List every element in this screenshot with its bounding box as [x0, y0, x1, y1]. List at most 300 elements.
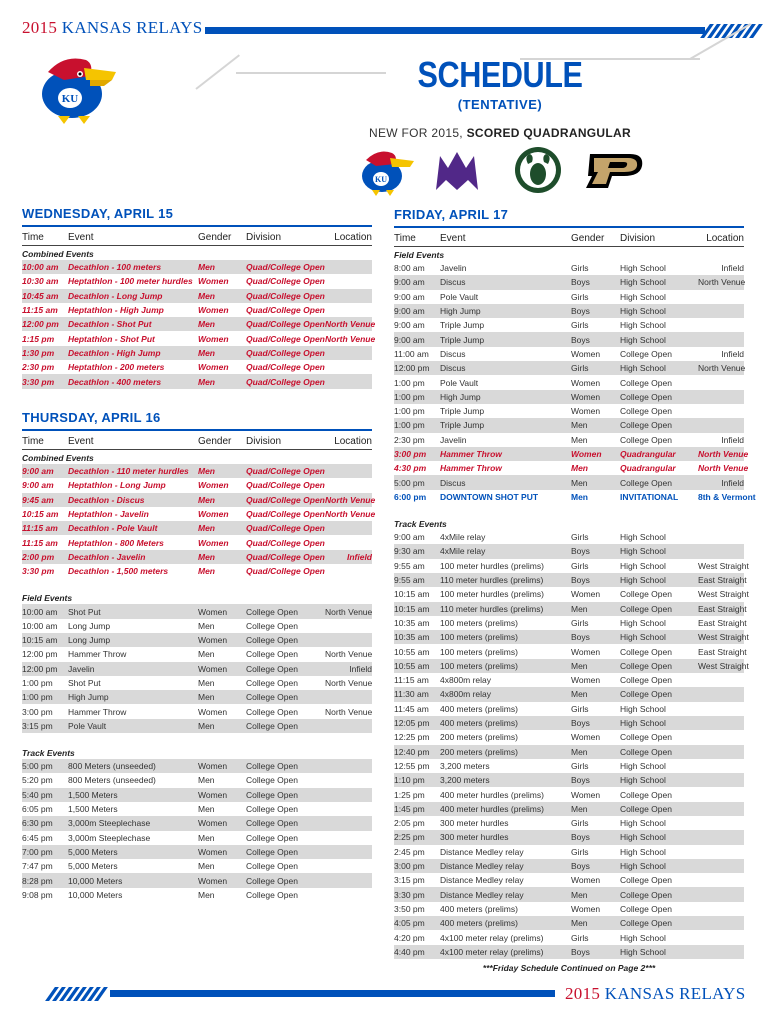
- cell-division: College Open: [620, 789, 672, 800]
- cell-division: College Open: [246, 775, 298, 786]
- schedule-row: [22, 845, 372, 859]
- cell-event: 200 meters (prelims): [440, 746, 518, 757]
- cell-time: 9:55 am: [394, 575, 425, 586]
- cell-division: Quadrangular: [620, 449, 676, 459]
- schedule-row: [394, 375, 744, 389]
- cell-event: 3,200 meters: [440, 760, 490, 771]
- decorative-line: [195, 54, 240, 89]
- cell-gender: Women: [571, 589, 601, 600]
- schedule-row: [22, 619, 372, 633]
- cell-division: Quad/College Open: [246, 362, 325, 373]
- svg-text:KU: KU: [375, 175, 387, 184]
- cell-gender: Men: [198, 494, 215, 505]
- cell-gender: Boys: [571, 306, 590, 317]
- cell-time: 1:10 pm: [394, 775, 425, 786]
- schedule-row: [22, 521, 372, 535]
- cell-time: 2:05 pm: [394, 818, 425, 829]
- schedule-row: [22, 478, 372, 492]
- cell-time: 6:00 pm: [394, 491, 427, 502]
- cell-event: 100 meters (prelims): [440, 646, 518, 657]
- cell-event: 300 meter hurdles: [440, 832, 509, 843]
- cell-time: 7:00 pm: [22, 846, 53, 857]
- cell-event: 200 meters (prelims): [440, 732, 518, 743]
- header-division: Division: [246, 232, 282, 243]
- cell-event: Decathlon - 110 meter hurdles: [68, 466, 189, 477]
- schedule-row: [22, 604, 372, 618]
- wednesday-title: WEDNESDAY, APRIL 15: [22, 206, 372, 227]
- cell-gender: Men: [571, 603, 588, 614]
- cell-division: College Open: [246, 720, 298, 731]
- cell-time: 1:45 pm: [394, 803, 425, 814]
- category-label: Track Events: [22, 748, 75, 759]
- cell-gender: Women: [571, 449, 602, 459]
- cell-event: Javelin: [440, 263, 467, 274]
- schedule-row: [394, 390, 744, 404]
- cell-event: Hammer Throw: [440, 463, 502, 474]
- new-for-prefix: NEW FOR 2015,: [369, 126, 463, 140]
- cell-event: High Jump: [68, 692, 109, 703]
- cell-time: 3:30 pm: [22, 376, 55, 387]
- cell-division: College Open: [620, 434, 672, 445]
- cell-time: 2:45 pm: [394, 846, 425, 857]
- cell-time: 3:30 pm: [22, 566, 55, 577]
- schedule-row: [22, 719, 372, 733]
- header-gender: Gender: [198, 232, 232, 243]
- cell-event: Distance Medley relay: [440, 889, 524, 900]
- cell-division: Quad/College Open: [246, 509, 325, 520]
- cell-location: Infield: [346, 551, 372, 562]
- header-location: Location: [706, 233, 744, 244]
- cell-division: High School: [620, 334, 666, 345]
- schedule-row: [394, 404, 744, 418]
- category-label: Combined Events: [22, 249, 94, 259]
- cell-division: Quad/College Open: [246, 276, 325, 287]
- cell-event: 100 meter hurdles (prelims): [440, 560, 544, 571]
- cell-time: 3:00 pm: [22, 706, 53, 717]
- cell-time: 1:25 pm: [394, 789, 425, 800]
- cell-division: High School: [620, 775, 666, 786]
- cell-division: College Open: [246, 818, 298, 829]
- cell-event: Distance Medley relay: [440, 846, 524, 857]
- cell-event: DOWNTOWN SHOT PUT: [440, 491, 539, 502]
- schedule-row: [394, 461, 749, 475]
- cell-division: Quad/College Open: [246, 523, 325, 534]
- cell-event: 400 meters (prelims): [440, 918, 518, 929]
- cell-time: 10:35 am: [394, 617, 430, 628]
- cell-location: East Straight: [698, 575, 747, 586]
- cell-event: Heptathlon - High Jump: [68, 305, 164, 316]
- cell-event: Decathlon - 400 meters: [68, 376, 162, 387]
- header-time: Time: [394, 233, 416, 244]
- cell-time: 4:40 pm: [394, 946, 425, 957]
- cell-event: Long Jump: [68, 635, 111, 646]
- cell-gender: Men: [198, 889, 215, 900]
- cell-location: Infield: [349, 663, 372, 674]
- schedule-row: [394, 573, 747, 587]
- cell-gender: Girls: [571, 760, 589, 771]
- cell-time: 12:00 pm: [394, 363, 430, 374]
- schedule-row: [394, 275, 744, 289]
- cell-event: 4x100 meter relay (prelims): [440, 946, 544, 957]
- cell-division: Quad/College Open: [246, 566, 325, 577]
- column-headers: [22, 434, 372, 450]
- cell-gender: Boys: [571, 946, 590, 957]
- category-label: Field Events: [22, 593, 73, 604]
- cell-gender: Women: [571, 732, 601, 743]
- cell-event: Decathlon - Javelin: [68, 551, 146, 562]
- cell-event: 10,000 Meters: [68, 889, 123, 900]
- cell-division: High School: [620, 532, 666, 543]
- cell-event: Discus: [440, 363, 466, 374]
- schedule-row: [22, 788, 372, 802]
- schedule-row: [394, 433, 744, 447]
- cell-gender: Men: [571, 477, 588, 488]
- cell-division: High School: [620, 718, 666, 729]
- cell-time: 12:40 pm: [394, 746, 430, 757]
- cell-gender: Men: [198, 376, 215, 387]
- cell-division: High School: [620, 760, 666, 771]
- cell-gender: Men: [198, 620, 215, 631]
- cell-event: Distance Medley relay: [440, 875, 524, 886]
- cell-gender: Women: [198, 606, 228, 617]
- cell-division: Quad/College Open: [246, 480, 325, 491]
- header-event: Event: [440, 233, 466, 244]
- cell-division: INVITATIONAL: [620, 491, 679, 502]
- cell-location: North Venue: [325, 678, 373, 688]
- schedule-row: [22, 633, 372, 647]
- cell-time: 1:00 pm: [22, 692, 53, 703]
- cell-gender: Boys: [571, 832, 590, 843]
- cell-time: 2:00 pm: [22, 551, 55, 562]
- cell-gender: Men: [198, 262, 215, 273]
- cell-time: 6:30 pm: [22, 818, 53, 829]
- cell-division: College Open: [246, 861, 298, 872]
- cell-gender: Men: [571, 491, 588, 502]
- cell-location: West Straight: [698, 632, 749, 643]
- cell-event: High Jump: [440, 306, 481, 317]
- cell-gender: Boys: [571, 575, 590, 586]
- cell-division: High School: [620, 291, 666, 302]
- cell-gender: Men: [571, 746, 588, 757]
- schedule-row: [394, 347, 744, 361]
- schedule-row: [394, 361, 744, 375]
- header-event: Event: [68, 436, 94, 447]
- schedule-row: [394, 318, 744, 332]
- schedule-row: [22, 274, 372, 288]
- cell-gender: Girls: [571, 532, 589, 543]
- header-name: KANSAS RELAYS: [61, 18, 203, 37]
- cell-gender: Women: [198, 509, 229, 520]
- cell-event: 400 meter hurdles (prelims): [440, 789, 544, 800]
- cell-location: Infield: [721, 434, 744, 445]
- schedule-row: [22, 550, 372, 564]
- cell-time: 3:00 pm: [394, 861, 425, 872]
- schedule-row: [394, 802, 744, 816]
- cell-time: 9:08 pm: [22, 889, 53, 900]
- schedule-row: [394, 702, 744, 716]
- cell-time: 1:00 pm: [22, 678, 53, 688]
- cell-gender: Girls: [571, 363, 589, 374]
- cell-gender: Women: [198, 846, 228, 857]
- cell-time: 11:00 am: [394, 348, 429, 359]
- cell-event: Shot Put: [68, 606, 101, 617]
- footer-year: 2015: [565, 984, 601, 1003]
- schedule-row: [22, 346, 372, 360]
- colorado-state-logo: [514, 146, 562, 199]
- cell-division: College Open: [246, 875, 298, 886]
- schedule-row: [394, 945, 744, 959]
- cell-gender: Girls: [571, 846, 589, 857]
- cell-division: High School: [620, 932, 666, 943]
- cell-gender: Boys: [571, 546, 590, 557]
- schedule-row: [394, 687, 744, 701]
- footer-bar: [110, 990, 555, 997]
- column-headers: [22, 230, 372, 246]
- schedule-row: [394, 830, 744, 844]
- cell-gender: Women: [198, 305, 229, 316]
- cell-event: 3,000m Steeplechase: [68, 818, 151, 829]
- cell-gender: Men: [198, 692, 215, 703]
- schedule-row: [394, 916, 744, 930]
- cell-time: 7:47 pm: [22, 861, 53, 872]
- cell-location: North Venue: [325, 494, 376, 505]
- cell-location: North Venue: [325, 509, 376, 520]
- cell-gender: Women: [571, 348, 601, 359]
- cell-gender: Girls: [571, 617, 589, 628]
- schedule-row: [394, 475, 744, 489]
- cell-gender: Men: [571, 689, 588, 700]
- continued-note: ***Friday Schedule Continued on Page 2***: [482, 962, 656, 973]
- cell-event: 10,000 Meters: [68, 875, 123, 886]
- cell-location: North Venue: [698, 363, 746, 374]
- cell-gender: Men: [571, 803, 588, 814]
- cell-gender: Boys: [571, 277, 590, 288]
- cell-division: College Open: [620, 689, 672, 700]
- cell-gender: Women: [198, 818, 228, 829]
- cell-event: 3,200 meters: [440, 775, 490, 786]
- cell-time: 9:00 am: [394, 532, 425, 543]
- schedule-row: [394, 559, 749, 573]
- cell-event: Heptathlon - 200 meters: [68, 362, 165, 373]
- cell-gender: Men: [198, 678, 215, 688]
- cell-event: 4xMile relay: [440, 532, 486, 543]
- cell-gender: Girls: [571, 818, 589, 829]
- cell-time: 11:15 am: [22, 523, 58, 534]
- schedule-row: [22, 676, 372, 690]
- cell-division: College Open: [620, 589, 672, 600]
- cell-division: College Open: [246, 663, 298, 674]
- schedule-row: [22, 360, 372, 374]
- cell-division: College Open: [246, 804, 298, 815]
- schedule-row: [22, 873, 372, 887]
- cell-division: College Open: [620, 377, 672, 388]
- schedule-row: [394, 745, 744, 759]
- cell-division: College Open: [620, 603, 672, 614]
- cell-event: Discus: [440, 477, 466, 488]
- cell-division: High School: [620, 363, 666, 374]
- cell-time: 4:05 pm: [394, 918, 425, 929]
- cell-time: 1:00 pm: [394, 391, 425, 402]
- cell-division: College Open: [620, 746, 672, 757]
- header-stripes: [705, 24, 765, 36]
- cell-division: Quad/College Open: [246, 290, 325, 301]
- cell-gender: Men: [198, 775, 215, 786]
- cell-time: 2:30 pm: [22, 362, 55, 373]
- schedule-row: [22, 331, 376, 345]
- schedule-row: [22, 802, 372, 816]
- footer-name: KANSAS RELAYS: [604, 984, 746, 1003]
- cell-event: Heptathlon - 800 Meters: [68, 537, 164, 548]
- cell-time: 9:00 am: [394, 306, 425, 317]
- cell-event: Decathlon - Shot Put: [68, 319, 152, 330]
- column-headers: [394, 231, 744, 247]
- cell-time: 10:15 am: [394, 603, 430, 614]
- cell-location: North Venue: [698, 463, 749, 474]
- cell-time: 8:00 am: [394, 263, 425, 274]
- cell-division: College Open: [620, 875, 672, 886]
- cell-time: 1:00 pm: [394, 420, 425, 431]
- cell-division: College Open: [246, 832, 298, 843]
- cell-time: 1:30 pm: [22, 347, 55, 358]
- jayhawk-logo: [34, 50, 118, 131]
- cell-event: Triple Jump: [440, 334, 485, 345]
- cell-division: College Open: [246, 606, 298, 617]
- cell-gender: Women: [198, 663, 228, 674]
- schedule-row: [22, 507, 376, 521]
- schedule-row: [22, 647, 372, 661]
- cell-division: College Open: [620, 732, 672, 743]
- schedule-row: [394, 616, 747, 630]
- cell-time: 11:15 am: [394, 675, 429, 686]
- schedule-row: [394, 530, 744, 544]
- cell-division: High School: [620, 320, 666, 331]
- cell-division: College Open: [246, 889, 298, 900]
- cell-event: Shot Put: [68, 678, 101, 688]
- cell-location: North Venue: [325, 319, 376, 330]
- cell-gender: Men: [198, 832, 215, 843]
- category-label: Combined Events: [22, 453, 94, 463]
- cell-time: 3:00 pm: [394, 449, 427, 459]
- cell-event: 3,000m Steeplechase: [68, 832, 151, 843]
- cell-event: Javelin: [68, 663, 95, 674]
- header-gender: Gender: [571, 233, 605, 244]
- schedule-row: [394, 673, 744, 687]
- thursday-section: [22, 410, 376, 902]
- cell-gender: Women: [198, 789, 228, 800]
- schedule-row: [394, 418, 744, 432]
- header-division: Division: [620, 233, 656, 244]
- cell-event: 400 meter hurdles (prelims): [440, 803, 544, 814]
- cell-division: High School: [620, 846, 666, 857]
- schedule-row: [22, 289, 372, 303]
- cell-division: College Open: [620, 803, 672, 814]
- cell-time: 11:15 am: [22, 537, 58, 548]
- cell-time: 3:15 pm: [22, 720, 53, 731]
- kansas-state-logo: [432, 150, 482, 197]
- schedule-row: [22, 888, 372, 902]
- cell-gender: Women: [198, 333, 229, 344]
- cell-time: 12:05 pm: [394, 718, 430, 729]
- cell-gender: Men: [198, 523, 215, 534]
- cell-division: College Open: [620, 903, 672, 914]
- cell-time: 9:00 am: [22, 480, 54, 491]
- cell-location: North Venue: [325, 333, 376, 344]
- footer-stripes: [50, 987, 108, 1000]
- cell-gender: Women: [198, 635, 228, 646]
- cell-gender: Women: [571, 646, 601, 657]
- cell-gender: Women: [198, 761, 228, 772]
- cell-event: Heptathlon - 100 meter hurdles: [68, 276, 193, 287]
- cell-division: College Open: [620, 675, 672, 686]
- cell-time: 12:00 pm: [22, 649, 58, 660]
- cell-division: Quad/College Open: [246, 319, 325, 330]
- cell-location: West Straight: [698, 560, 749, 571]
- cell-time: 10:55 am: [394, 646, 430, 657]
- header-location: Location: [334, 232, 372, 243]
- cell-gender: Women: [571, 675, 601, 686]
- schedule-row: [394, 902, 744, 916]
- schedule-row: [394, 332, 744, 346]
- cell-division: Quad/College Open: [246, 347, 325, 358]
- cell-time: 10:30 am: [22, 276, 59, 287]
- cell-gender: Men: [198, 566, 215, 577]
- cell-gender: Men: [571, 918, 588, 929]
- cell-event: Decathlon - High Jump: [68, 347, 161, 358]
- cell-gender: Women: [198, 537, 229, 548]
- cell-event: Distance Medley relay: [440, 861, 524, 872]
- cell-division: College Open: [620, 348, 672, 359]
- cell-event: 5,000 Meters: [68, 861, 118, 872]
- cell-time: 3:50 pm: [394, 903, 425, 914]
- cell-time: 10:35 am: [394, 632, 430, 643]
- schedule-row: [394, 773, 744, 787]
- cell-gender: Men: [571, 889, 588, 900]
- cell-division: High School: [620, 560, 666, 571]
- cell-gender: Boys: [571, 775, 590, 786]
- cell-gender: Men: [198, 649, 215, 660]
- schedule-row: [394, 290, 744, 304]
- cell-time: 11:15 am: [22, 305, 58, 316]
- cell-division: College Open: [620, 420, 672, 431]
- cell-division: High School: [620, 861, 666, 872]
- cell-event: 400 meters (prelims): [440, 718, 518, 729]
- cell-division: College Open: [246, 706, 298, 717]
- cell-event: Pole Vault: [440, 377, 479, 388]
- header-bar: [205, 27, 705, 34]
- cell-time: 10:15 am: [22, 509, 59, 520]
- cell-gender: Boys: [571, 718, 590, 729]
- cell-event: 400 meters (prelims): [440, 903, 518, 914]
- cell-division: Quad/College Open: [246, 494, 325, 505]
- cell-location: Infield: [721, 348, 744, 359]
- cell-event: Decathlon - Long Jump: [68, 290, 163, 301]
- cell-time: 3:15 pm: [394, 875, 425, 886]
- cell-time: 4:30 pm: [394, 463, 427, 474]
- cell-gender: Girls: [571, 932, 589, 943]
- cell-event: Long Jump: [68, 620, 111, 631]
- cell-gender: Men: [198, 551, 215, 562]
- cell-time: 10:45 am: [22, 290, 59, 301]
- cell-division: College Open: [246, 635, 298, 646]
- cell-gender: Women: [571, 903, 601, 914]
- cell-gender: Girls: [571, 703, 589, 714]
- cell-time: 4:20 pm: [394, 932, 425, 943]
- cell-gender: Women: [198, 362, 229, 373]
- cell-event: 4x100 meter relay (prelims): [440, 932, 544, 943]
- cell-gender: Women: [571, 875, 601, 886]
- new-for-bold: SCORED QUADRANGULAR: [466, 126, 631, 140]
- cell-location: North Venue: [698, 277, 746, 288]
